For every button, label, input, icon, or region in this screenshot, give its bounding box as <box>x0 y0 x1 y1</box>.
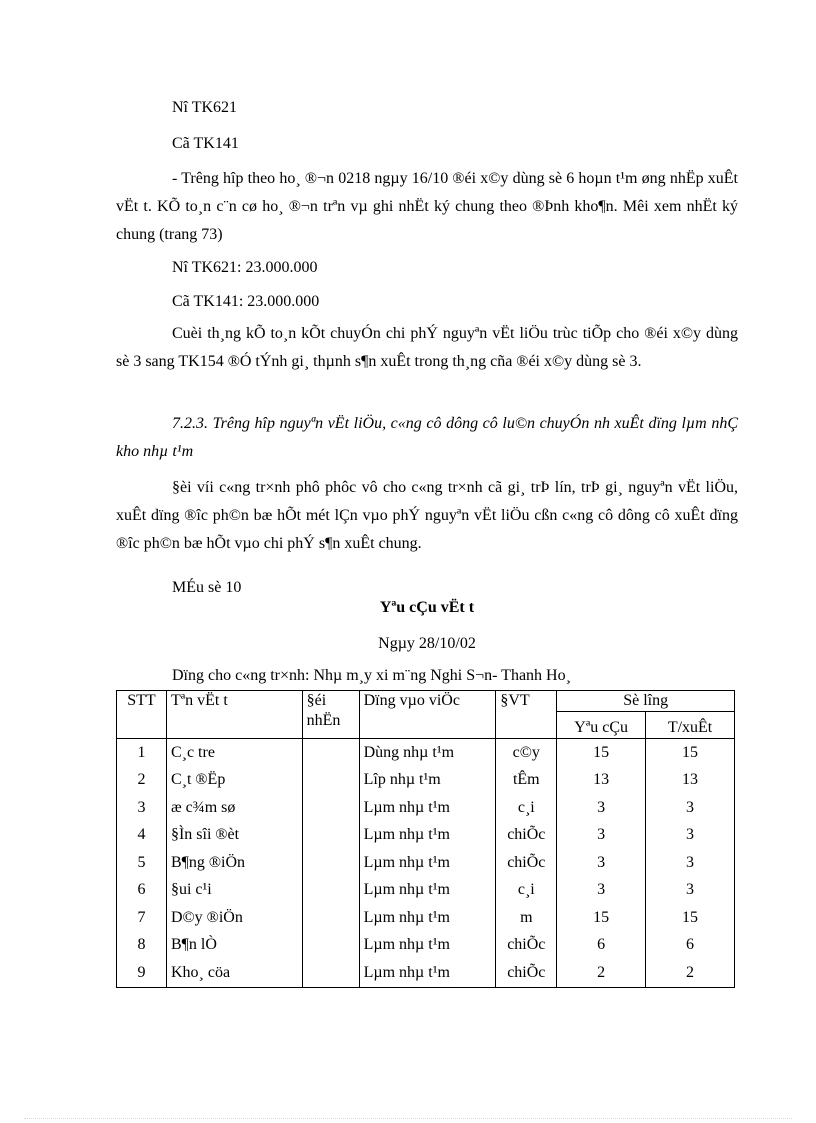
cell-requested: 15 <box>557 904 646 932</box>
cell-unit: c©y <box>496 739 557 767</box>
cell-unit: chiÕc <box>496 959 557 987</box>
page-bottom-divider <box>24 1118 792 1119</box>
cell-material-name: Kho¸ cöa <box>166 959 302 987</box>
cell-team <box>302 739 359 767</box>
cell-requested: 13 <box>557 767 646 795</box>
debit-tk621-amount-line: Nî TK621: 23.000.000 <box>172 259 318 276</box>
form-title: Yªu cÇu vËt t <box>379 599 475 616</box>
cell-material-name: B¶ng ®iÖn <box>166 849 302 877</box>
paragraph-advance-settlement: - Trêng hîp theo ho¸ ®¬n 0218 ngµy 16/10 ®éi x©y dùng sè 6 hoµn t¹m øng nhËp xuÊt vËt t. KÕ to¸n c¨n cø ho¸ ®¬n trªn vµ ghi nhËt ký chung theo ®Þnh kho¶n. Mêi xem nhËt ký chung (trang 73) <box>116 170 738 243</box>
cell-usage: Lµm nhµ t¹m <box>359 849 496 877</box>
cell-stt: 9 <box>117 959 167 987</box>
credit-tk141-line: Cã TK141 <box>172 135 239 152</box>
header-usage: Dïng vµo viÖc <box>359 691 496 739</box>
cell-unit: c¸i <box>496 877 557 905</box>
cell-stt: 1 <box>117 739 167 767</box>
cell-unit: chiÕc <box>496 849 557 877</box>
table-row <box>117 822 735 850</box>
table-row <box>117 849 735 877</box>
cell-issued: 6 <box>646 932 735 960</box>
table-row <box>117 794 735 822</box>
cell-stt: 5 <box>117 849 167 877</box>
paragraph-month-end-transfer: Cuèi th¸ng kÕ to¸n kÕt chuyÓn chi phÝ nguyªn vËt liÖu trùc tiÕp cho ®éi x©y dùng sè 3 sang TK154 ®Ó tÝnh gi¸ thµnh s¶n xuÊt trong th¸ng cña ®éi x©y dùng sè 3. <box>116 325 738 370</box>
cell-requested: 3 <box>557 849 646 877</box>
cell-issued: 3 <box>646 877 735 905</box>
cell-unit: chiÕc <box>496 822 557 850</box>
table-header-row <box>117 691 735 712</box>
cell-stt: 7 <box>117 904 167 932</box>
cell-material-name: D©y ®iÖn <box>166 904 302 932</box>
header-requested: Yªu cÇu <box>557 712 646 739</box>
cell-usage: Lµm nhµ t¹m <box>359 822 496 850</box>
header-material-name: Tªn vËt t <box>166 691 302 739</box>
cell-team <box>302 877 359 905</box>
debit-tk621-line: Nî TK621 <box>172 99 238 116</box>
cell-team <box>302 904 359 932</box>
table-row <box>117 877 735 905</box>
table-row <box>117 932 735 960</box>
cell-issued: 15 <box>646 739 735 767</box>
cell-stt: 4 <box>117 822 167 850</box>
cell-stt: 8 <box>117 932 167 960</box>
paragraph-allocation: §èi víi c«ng tr×nh phô phôc vô cho c«ng tr×nh cã gi¸ trÞ lín, trÞ gi¸ nguyªn vËt liÖu, xuÊt dïng ®îc ph©n bæ hÕt mét lÇn vµo phÝ nguyªn vËt liÖu cßn c«ng cô dông cô xuÊt dïng ®îc ph©n bæ hÕt vµo chi phÝ s¶n xuÊt chung. <box>116 479 738 552</box>
cell-team <box>302 794 359 822</box>
cell-usage: Lµm nhµ t¹m <box>359 794 496 822</box>
cell-requested: 3 <box>557 822 646 850</box>
section-heading-7-2-3: 7.2.3. Trêng hîp nguyªn vËt liÖu, c«ng cô dông cô lu©n chuyÓn nh xuÊt dïng lµm nhÇ kho nhµ t¹m <box>116 415 738 460</box>
cell-stt: 3 <box>117 794 167 822</box>
cell-team <box>302 932 359 960</box>
cell-material-name: æ c¾m sø <box>166 794 302 822</box>
table-row <box>117 959 735 987</box>
header-receiving-team: §éi nhËn <box>302 691 359 739</box>
table-row <box>117 767 735 795</box>
cell-requested: 15 <box>557 739 646 767</box>
cell-stt: 6 <box>117 877 167 905</box>
cell-issued: 3 <box>646 822 735 850</box>
cell-team <box>302 959 359 987</box>
cell-usage: Lµm nhµ t¹m <box>359 904 496 932</box>
cell-team <box>302 767 359 795</box>
cell-issued: 15 <box>646 904 735 932</box>
material-request-table <box>116 690 735 988</box>
cell-material-name: §ui c¹i <box>166 877 302 905</box>
cell-material-name: B¶n lÒ <box>166 932 302 960</box>
cell-usage: Lµm nhµ t¹m <box>359 877 496 905</box>
cell-unit: chiÕc <box>496 932 557 960</box>
header-quantity: Sè lîng <box>557 691 735 712</box>
credit-tk141-amount-line: Cã TK141: 23.000.000 <box>172 293 320 310</box>
cell-issued: 13 <box>646 767 735 795</box>
cell-requested: 6 <box>557 932 646 960</box>
cell-stt: 2 <box>117 767 167 795</box>
cell-issued: 2 <box>646 959 735 987</box>
cell-issued: 3 <box>646 794 735 822</box>
form-number-label: MÉu sè 10 <box>172 579 242 596</box>
header-stt: STT <box>117 691 167 739</box>
cell-team <box>302 822 359 850</box>
header-unit: §VT <box>496 691 557 739</box>
cell-material-name: C¸t ®Ëp <box>166 767 302 795</box>
cell-usage: Dùng nhµ t¹m <box>359 739 496 767</box>
cell-issued: 3 <box>646 849 735 877</box>
cell-unit: tÊm <box>496 767 557 795</box>
table-row <box>117 739 735 767</box>
table-row <box>117 904 735 932</box>
header-issued: T/xuÊt <box>646 712 735 739</box>
cell-usage: Lµm nhµ t¹m <box>359 932 496 960</box>
cell-usage: Lîp nhµ t¹m <box>359 767 496 795</box>
cell-unit: m <box>496 904 557 932</box>
form-project-line: Dïng cho c«ng tr×nh: Nhµ m¸y xi m¨ng Nghi S¬n- Thanh Ho¸ <box>172 667 571 684</box>
form-date: Ngµy 28/10/02 <box>378 635 476 652</box>
cell-unit: c¸i <box>496 794 557 822</box>
cell-material-name: §Ìn sîi ®èt <box>166 822 302 850</box>
cell-requested: 3 <box>557 794 646 822</box>
cell-requested: 3 <box>557 877 646 905</box>
cell-requested: 2 <box>557 959 646 987</box>
cell-material-name: C¸c tre <box>166 739 302 767</box>
cell-usage: Lµm nhµ t¹m <box>359 959 496 987</box>
cell-team <box>302 849 359 877</box>
